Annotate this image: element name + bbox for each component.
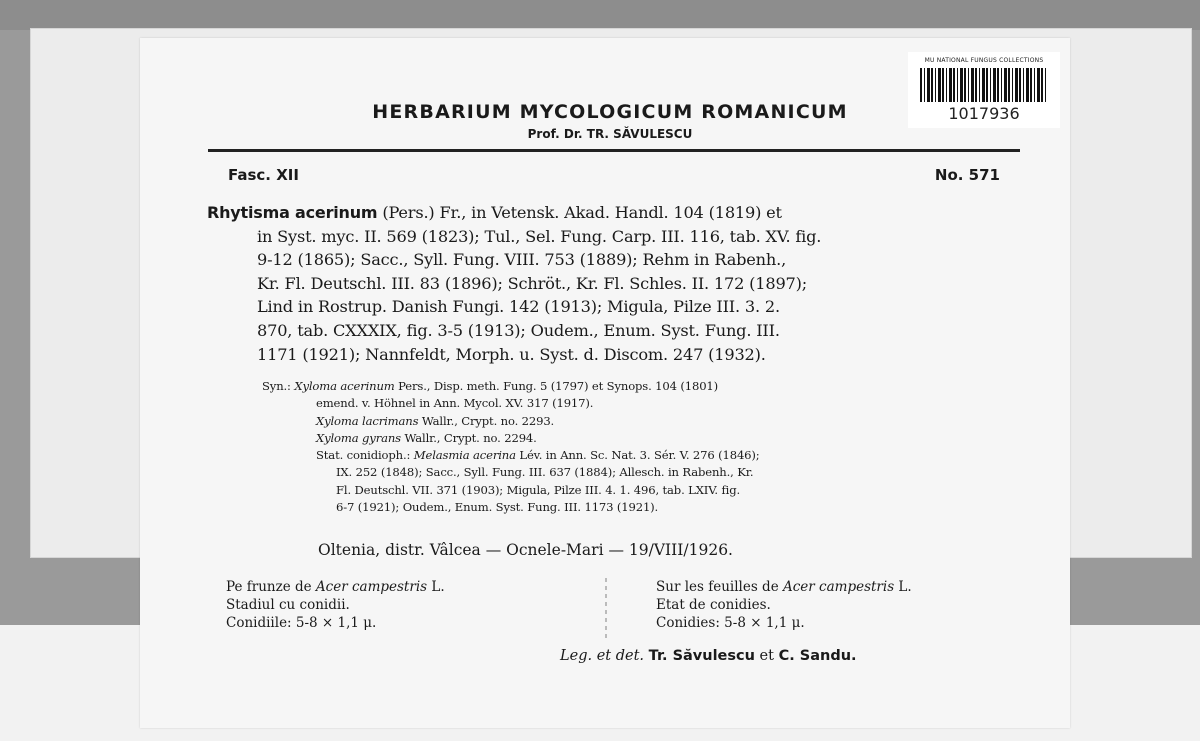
barcode-caption: MU NATIONAL FUNGUS COLLECTIONS <box>924 57 1044 64</box>
synonym-line: 6-7 (1921); Oudem., Enum. Syst. Fung. III. 1173 (1921). <box>336 500 659 515</box>
synonym-line: Fl. Deutschl. VII. 371 (1903); Migula, Pilze III. 4. 1. 496, tab. LXIV. fig. <box>336 482 741 497</box>
host-prefix: Sur les feuilles de <box>656 579 783 595</box>
collector-name: C. Sandu. <box>778 648 857 664</box>
synonym-label: Syn.: <box>262 379 291 393</box>
synonym-line <box>262 447 1032 464</box>
host-line <box>656 578 1056 596</box>
species-citation <box>207 201 1022 366</box>
conidia-size-line: Conidies: 5-8 × 1,1 μ. <box>656 615 805 631</box>
citation-authority: (Pers.) Fr., in Vetensk. Akad. Handl. 104 (1819) et <box>377 203 782 222</box>
french-notes <box>656 578 1056 632</box>
collectors-joiner: et <box>754 648 779 664</box>
stage-line: Stadiul cu conidii. <box>226 597 350 613</box>
citation-line: Kr. Fl. Deutschl. III. 83 (1896); Schröt., Kr. Fl. Schles. II. 172 (1897); <box>257 273 808 293</box>
stage-line: Etat de conidies. <box>656 597 771 613</box>
collectors-prefix: Leg. et det. <box>560 648 649 664</box>
citation-line <box>207 201 1022 225</box>
synonym-reference: Lév. in Ann. Sc. Nat. 3. Sér. V. 276 (1846); <box>515 448 760 463</box>
synonym-name: Xyloma acerinum <box>294 379 395 393</box>
barcode-icon <box>920 68 1048 102</box>
synonym-reference: Pers., Disp. meth. Fung. 5 (1797) et Synops. 104 (1801) <box>394 379 719 393</box>
synonym-line: IX. 252 (1848); Sacc., Syll. Fung. III. 637 (1884); Allesch. in Rabenh., Kr. <box>336 465 754 480</box>
synonym-line: emend. v. Höhnel in Ann. Mycol. XV. 317 (1917). <box>316 396 594 411</box>
conidia-size-line: Conidiile: 5-8 × 1,1 μ. <box>226 615 377 631</box>
synonym-reference: Wallr., Crypt. no. 2293. <box>418 413 555 428</box>
synonym-name: Xyloma lacrimans <box>316 413 419 428</box>
species-name: Rhytisma acerinum <box>207 203 378 222</box>
citation-line: 870, tab. CXXXIX, fig. 3-5 (1913); Oudem., Enum. Syst. Fung. III. <box>257 320 780 340</box>
collection-locality: Oltenia, distr. Vâlcea — Ocnele-Mari — 19/VIII/1926. <box>318 541 733 559</box>
herbarium-title: HERBARIUM MYCOLOGICUM ROMANICUM <box>372 101 848 123</box>
synonym-line <box>262 413 1032 430</box>
header-rule <box>208 149 1020 152</box>
citation-line: Lind in Rostrup. Danish Fungi. 142 (1913); Migula, Pilze III. 3. 2. <box>257 297 780 317</box>
background-top <box>0 0 1200 30</box>
host-name: Acer campestris <box>782 579 895 595</box>
synonym-reference: Wallr., Crypt. no. 2294. <box>400 430 537 445</box>
synonym-line <box>262 430 1032 447</box>
collector-name: Tr. Săvulescu <box>648 648 755 664</box>
synonym-name: Xyloma gyrans <box>316 430 401 445</box>
specimen-number: No. 571 <box>934 166 1000 184</box>
citation-line: 1171 (1921); Nannfeldt, Morph. u. Syst. d. Discom. 247 (1932). <box>257 344 766 364</box>
conidial-state-label: Stat. conidioph.: <box>316 448 414 463</box>
synonyms-block <box>262 378 1032 516</box>
host-prefix: Pe frunze de <box>226 579 316 595</box>
barcode-number: 1017936 <box>948 104 1020 123</box>
synonym-name: Melasmia acerina <box>413 448 516 463</box>
collectors-line <box>560 648 1000 664</box>
barcode-sticker <box>908 52 1060 128</box>
fascicle-label: Fasc. XII <box>228 166 299 184</box>
host-name: Acer campestris <box>315 579 428 595</box>
host-authority: L. <box>427 579 445 595</box>
herbarium-subtitle: Prof. Dr. TR. SĂVULESCU <box>527 127 693 141</box>
host-line <box>226 578 586 596</box>
host-authority: L. <box>894 579 912 595</box>
romanian-notes <box>226 578 586 632</box>
citation-line: in Syst. myc. II. 569 (1823); Tul., Sel. Fung. Carp. III. 116, tab. XV. fig. <box>257 226 822 246</box>
citation-line: 9-12 (1865); Sacc., Syll. Fung. VIII. 753 (1889); Rehm in Rabenh., <box>257 250 787 270</box>
column-divider <box>605 578 607 638</box>
synonym-line <box>262 378 1032 395</box>
